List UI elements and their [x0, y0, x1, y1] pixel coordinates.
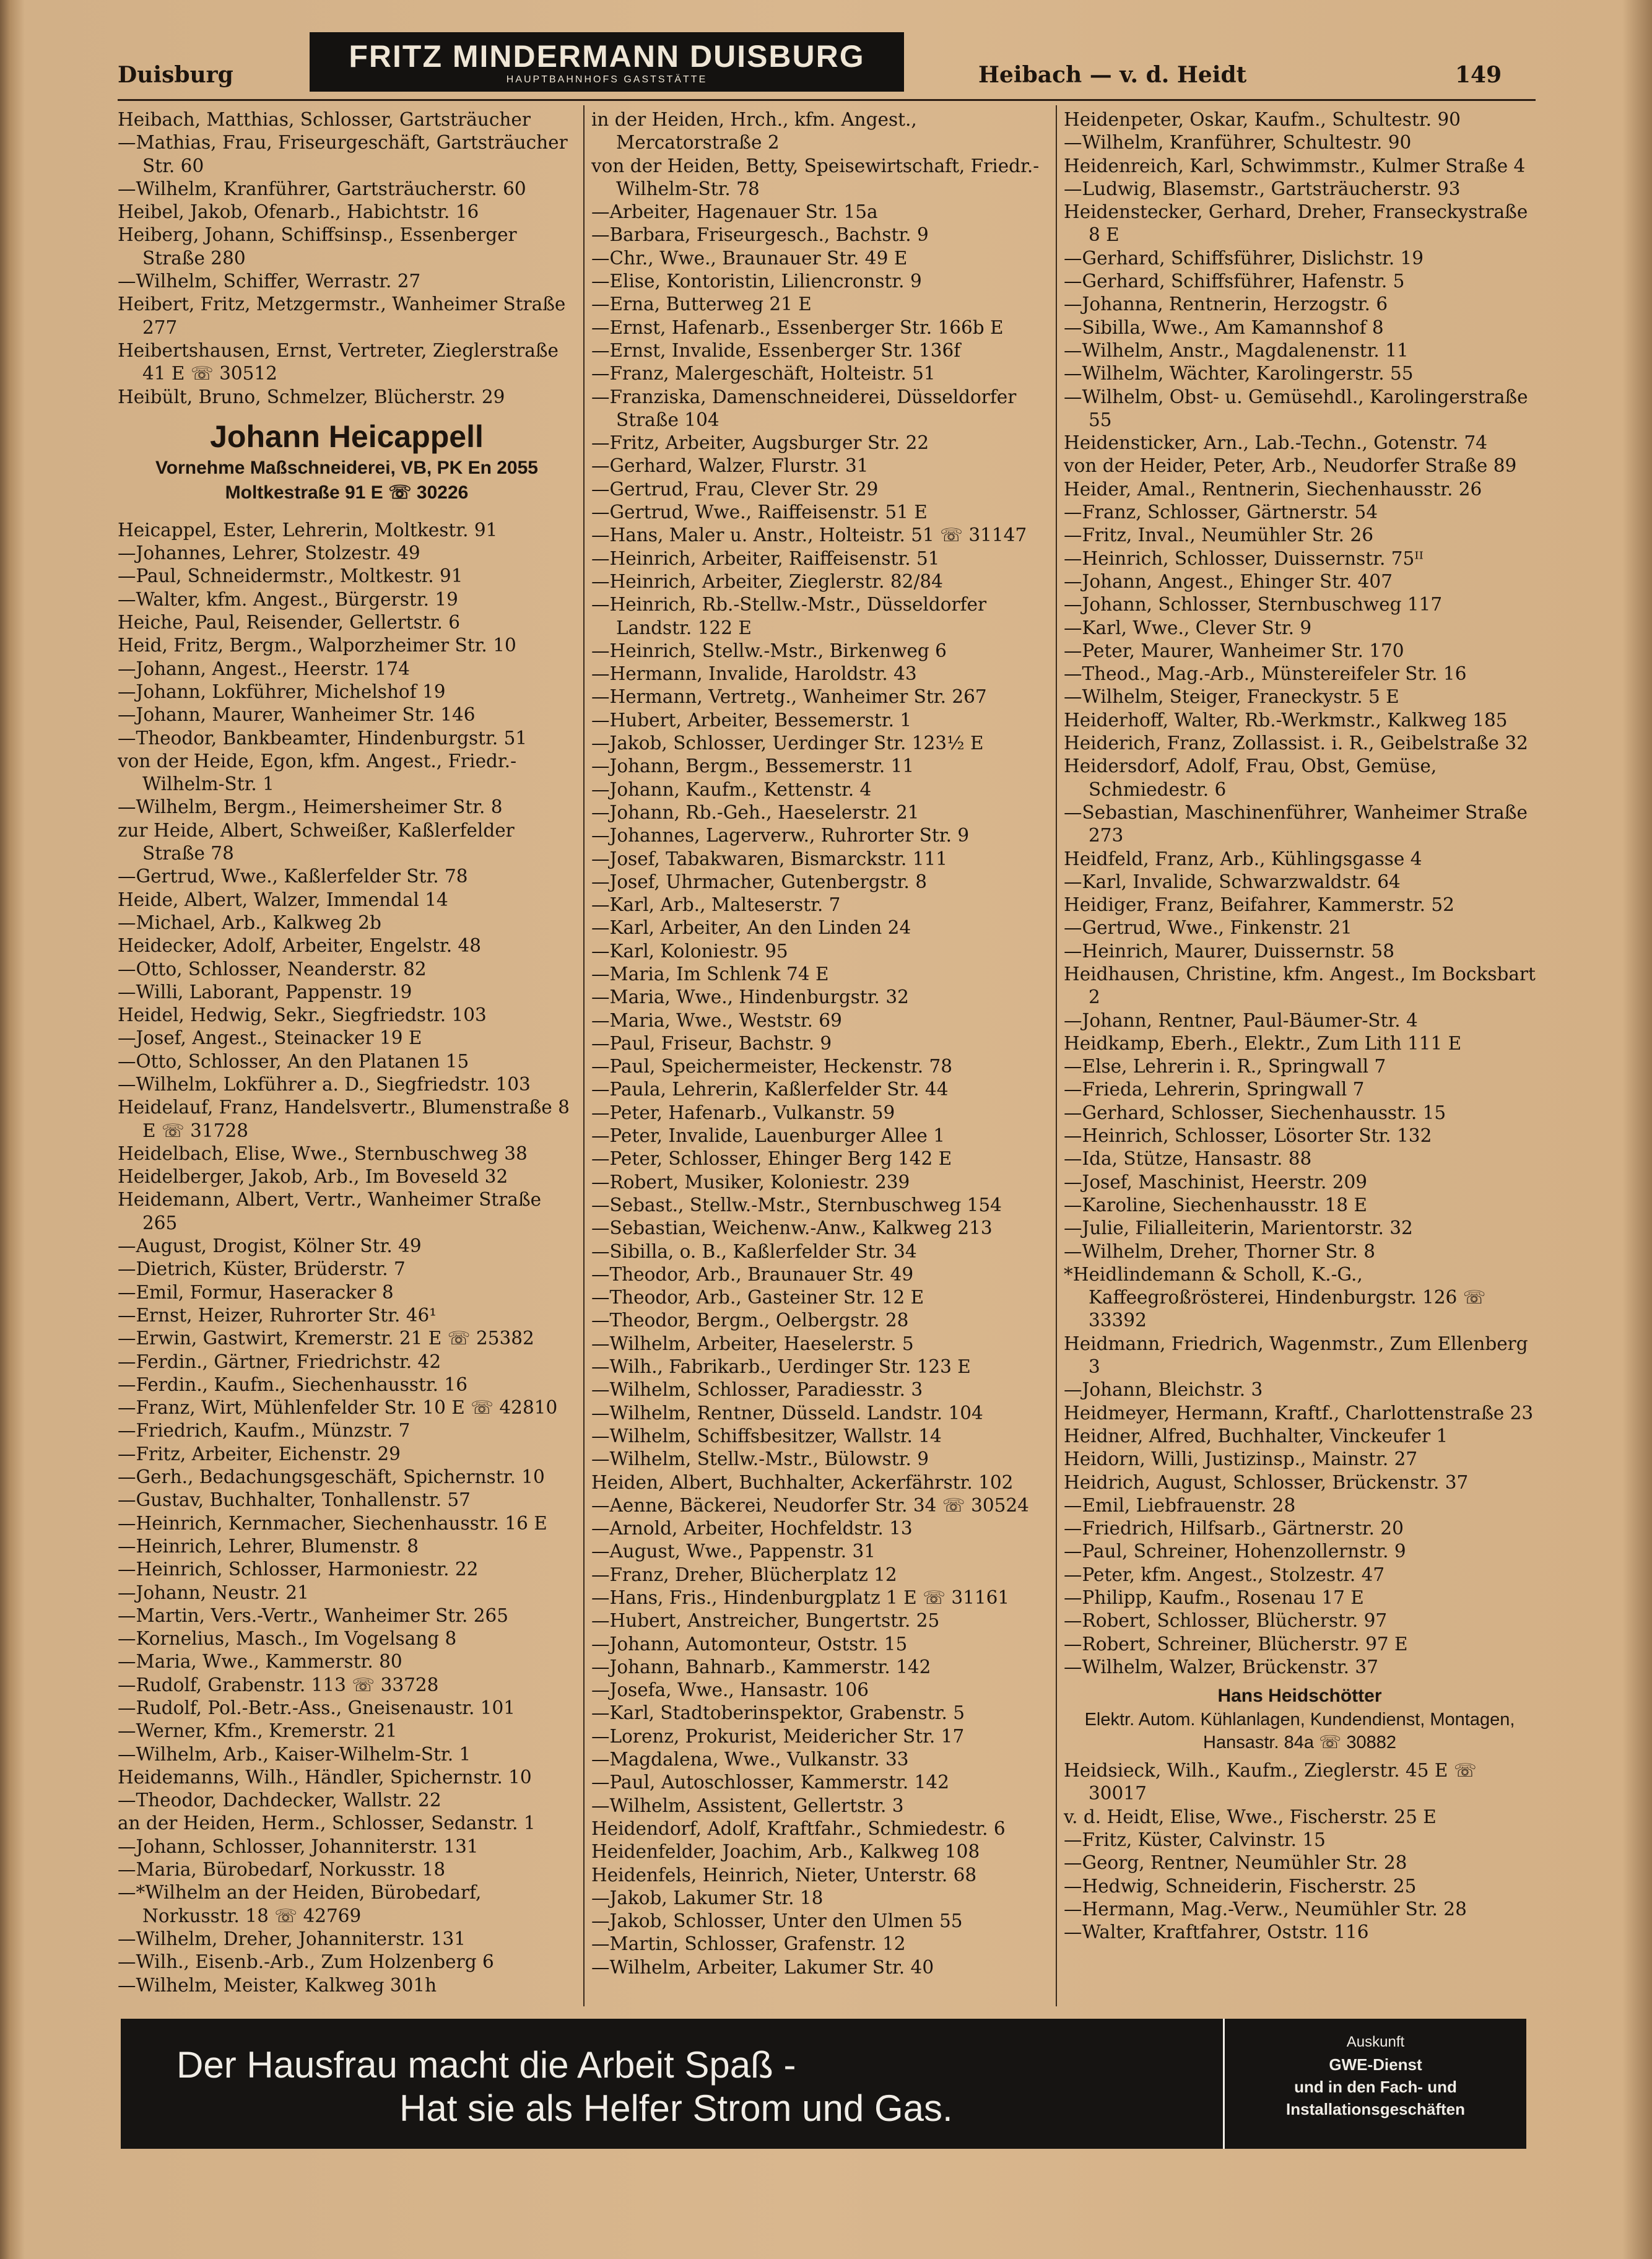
directory-entry: —Karl, Koloniestr. 95 [591, 940, 788, 962]
entry-list [118, 108, 576, 409]
directory-entry: Heidemanns, Wilh., Händler, Spichernstr. 10 [118, 1766, 532, 1788]
directory-entry: —Johann, Schlosser, Johanniterstr. 131 [118, 1835, 479, 1857]
directory-entry: —Gerhard, Schiffsführer, Hafenstr. 5 [1064, 271, 1405, 292]
directory-entry: Heiche, Paul, Reisender, Gellertstr. 6 [118, 612, 460, 633]
info-line: GWE-Dienst [1329, 2055, 1422, 2074]
directory-entry: —Gerhard, Walzer, Flurstr. 31 [591, 455, 869, 477]
directory-entry: —Heinrich, Lehrer, Blumenstr. 8 [118, 1535, 419, 1557]
directory-entry: von der Heide, Egon, kfm. Angest., Friedr.-Wilhelm-Str. 1 [118, 750, 517, 795]
column-1 [118, 108, 576, 1997]
directory-entry: —Rudolf, Pol.-Betr.-Ass., Gneisenaustr. 101 [118, 1697, 516, 1718]
directory-entry: —Ernst, Invalide, Essenberger Str. 136f [591, 339, 961, 361]
directory-entry: —Heinrich, Maurer, Duissernstr. 58 [1064, 940, 1394, 962]
directory-entry: —Hubert, Arbeiter, Bessemerstr. 1 [591, 709, 912, 731]
directory-entry: —Johann, Rb.-Geh., Haeselerstr. 21 [591, 801, 919, 823]
directory-entry: —Werner, Kfm., Kremerstr. 21 [118, 1720, 398, 1742]
directory-entry: —Arnold, Arbeiter, Hochfeldstr. 13 [591, 1518, 913, 1539]
directory-entry: —Josef, Maschinist, Heerstr. 209 [1064, 1171, 1368, 1193]
directory-entry: Heibertshausen, Ernst, Vertreter, Zieglerstraße 41 E ☏ 30512 [118, 339, 559, 385]
directory-entry: —Hedwig, Schneiderin, Fischerstr. 25 [1064, 1875, 1417, 1897]
directory-entry: —Aenne, Bäckerei, Neudorfer Str. 34 ☏ 30524 [591, 1494, 1029, 1516]
directory-entry: —Heinrich, Stellw.-Mstr., Birkenweg 6 [591, 640, 947, 661]
directory-entry: —Ernst, Heizer, Ruhrorter Str. 46¹ [118, 1304, 437, 1326]
directory-entry: —Theodor, Bergm., Oelbergstr. 28 [591, 1310, 909, 1331]
advert-line-1: Der Hausfrau macht die Arbeit Spaß - [176, 2044, 796, 2086]
directory-entry: —Wilh., Fabrikarb., Uerdinger Str. 123 E [591, 1356, 971, 1378]
directory-entry: —Paula, Lehrerin, Kaßlerfelder Str. 44 [591, 1079, 949, 1100]
banner-title: FRITZ MINDERMANN DUISBURG [349, 39, 865, 74]
directory-entry: Heiberg, Johann, Schiffsinsp., Essenberger Straße 280 [118, 224, 517, 269]
directory-entry: —Josef, Uhrmacher, Gutenbergstr. 8 [591, 871, 928, 892]
directory-entry: —Johannes, Lehrer, Stolzestr. 49 [118, 542, 420, 564]
directory-entry: Heidenfels, Heinrich, Nieter, Unterstr. 68 [591, 1864, 977, 1886]
advert-address: Moltkestraße 91 E ☏ 30226 [225, 482, 469, 503]
directory-entry: —Wilhelm, Schiffer, Werrastr. 27 [118, 271, 421, 292]
directory-entry: —Johann, Lokführer, Michelshof 19 [118, 681, 446, 702]
directory-entry: —Johann, Rentner, Paul-Bäumer-Str. 4 [1064, 1009, 1418, 1031]
directory-entry: —Wilhelm, Obst- u. Gemüsehdl., Karolingerstraße 55 [1064, 386, 1528, 430]
directory-entry: Heide, Albert, Walzer, Immendal 14 [118, 889, 448, 910]
directory-entry: —Gerh., Bedachungsgeschäft, Spichernstr. 10 [118, 1466, 545, 1488]
advert-info-box [1223, 2019, 1526, 2149]
top-advert-banner [310, 32, 904, 92]
directory-entry: Heiderich, Franz, Zollassist. i. R., Geibelstraße 32 [1064, 733, 1528, 754]
directory-entry: Heidiger, Franz, Beifahrer, Kammerstr. 52 [1064, 894, 1454, 916]
info-line: und in den Fach- und [1294, 2078, 1457, 2096]
directory-entry: Heidner, Alfred, Buchhalter, Vinckeufer 1 [1064, 1425, 1448, 1447]
directory-entry: —Elise, Kontoristin, Liliencronstr. 9 [591, 271, 922, 292]
entry-list [1064, 108, 1536, 1679]
directory-entry: Heidmann, Friedrich, Wagenmstr., Zum Ellenberg 3 [1064, 1333, 1528, 1378]
directory-entry: Heicappel, Ester, Lehrerin, Moltkestr. 91 [118, 519, 498, 541]
directory-entry: Heidfeld, Franz, Arb., Kühlingsgasse 4 [1064, 848, 1422, 869]
directory-entry: —Wilhelm, Assistent, Gellertstr. 3 [591, 1795, 904, 1816]
directory-entry: —Martin, Vers.-Vertr., Wanheimer Str. 265 [118, 1604, 509, 1626]
directory-entry: —Sebast., Stellw.-Mstr., Sternbuschweg 154 [591, 1194, 1002, 1216]
directory-entry: —Wilhelm, Kranführer, Schultestr. 90 [1064, 132, 1412, 154]
directory-entry: —Friedrich, Hilfsarb., Gärtnerstr. 20 [1064, 1518, 1404, 1539]
directory-entry: —Karl, Invalide, Schwarzwaldstr. 64 [1064, 871, 1401, 892]
directory-entry: —Heinrich, Schlosser, Harmoniestr. 22 [118, 1559, 479, 1580]
directory-entry: Heidenstecker, Gerhard, Dreher, Franseckystraße 8 E [1064, 201, 1528, 246]
directory-entry: —Wilhelm, Anstr., Magdalenenstr. 11 [1064, 339, 1409, 361]
directory-entry: —Paul, Autoschlosser, Kammerstr. 142 [591, 1772, 949, 1793]
advert-heidschoetter [1064, 1684, 1536, 1754]
directory-entry: —Josefa, Wwe., Hansastr. 106 [591, 1679, 869, 1701]
directory-entry: —Heinrich, Schlosser, Lösorter Str. 132 [1064, 1125, 1432, 1147]
directory-entry: —Wilhelm, Stellw.-Mstr., Bülowstr. 9 [591, 1448, 929, 1470]
directory-entry: —Emil, Liebfrauenstr. 28 [1064, 1494, 1296, 1516]
directory-entry: —Barbara, Friseurgesch., Bachstr. 9 [591, 224, 929, 246]
directory-entry: —Heinrich, Kernmacher, Siechenhausstr. 16 E [118, 1512, 547, 1534]
directory-entry: —Heinrich, Schlosser, Duissernstr. 75ᴵᴵ [1064, 547, 1424, 569]
directory-entry: Heidrich, August, Schlosser, Brückenstr. 37 [1064, 1471, 1469, 1493]
directory-entry: —Erna, Butterweg 21 E [591, 294, 812, 315]
directory-entry: von der Heiden, Betty, Speisewirtschaft, Friedr.-Wilhelm-Str. 78 [591, 155, 1040, 199]
directory-entry: Heibel, Jakob, Ofenarb., Habichtstr. 16 [118, 201, 479, 223]
advert-text: Elektr. Autom. Kühlanlagen, Kundendienst, Montagen, Hansastr. 84a ☏ 30882 [1084, 1710, 1515, 1753]
directory-entry: —Willi, Laborant, Pappenstr. 19 [118, 981, 412, 1003]
directory-entry: v. d. Heidt, Elise, Wwe., Fischerstr. 25 E [1064, 1806, 1437, 1827]
directory-entry: —Maria, Wwe., Weststr. 69 [591, 1009, 842, 1031]
directory-entry: —Maria, Bürobedarf, Norkusstr. 18 [118, 1859, 446, 1881]
directory-entry: —Erwin, Gastwirt, Kremerstr. 21 E ☏ 25382 [118, 1328, 534, 1349]
directory-entry: —Ferdin., Kaufm., Siechenhausstr. 16 [118, 1373, 467, 1395]
directory-entry: —Otto, Schlosser, Neanderstr. 82 [118, 958, 427, 980]
directory-entry: —Hermann, Invalide, Haroldstr. 43 [591, 663, 917, 685]
directory-entry: —Hermann, Mag.-Verw., Neumühler Str. 28 [1064, 1898, 1467, 1920]
directory-entry: zur Heide, Albert, Schweißer, Kaßlerfelder Straße 78 [118, 819, 515, 864]
directory-entry: —Karl, Wwe., Clever Str. 9 [1064, 617, 1312, 638]
header-city: Duisburg [118, 62, 233, 88]
directory-entry: —Wilhelm, Wächter, Karolingerstr. 55 [1064, 363, 1414, 385]
directory-entry: —Michael, Arb., Kalkweg 2b [118, 912, 381, 933]
directory-entry: —Maria, Wwe., Kammerstr. 80 [118, 1651, 402, 1673]
directory-entry: Heider, Amal., Rentnerin, Siechenhausstr. 26 [1064, 478, 1482, 500]
column-2 [591, 108, 1050, 1979]
directory-entry: —Ludwig, Blasemstr., Gartsträucherstr. 93 [1064, 178, 1461, 199]
directory-entry: —Gustav, Buchhalter, Tonhallenstr. 57 [118, 1489, 471, 1511]
directory-entry: —Lorenz, Prokurist, Meidericher Str. 17 [591, 1725, 965, 1747]
directory-entry: —Franziska, Damenschneiderei, Düsseldorfer Straße 104 [591, 386, 1017, 430]
directory-entry: —Karl, Arb., Malteserstr. 7 [591, 894, 841, 916]
directory-entry: —Philipp, Kaufm., Rosenau 17 E [1064, 1587, 1364, 1608]
directory-entry: —Fritz, Arbeiter, Augsburger Str. 22 [591, 432, 929, 454]
directory-entry: —Georg, Rentner, Neumühler Str. 28 [1064, 1852, 1407, 1874]
entry-list [1064, 1759, 1536, 1944]
directory-entry: Heidelberger, Jakob, Arb., Im Boveseld 32 [118, 1166, 508, 1188]
directory-entry: —Hans, Maler u. Anstr., Holteistr. 51 ☏ 31147 [591, 524, 1027, 546]
directory-entry: Heidersdorf, Adolf, Frau, Obst, Gemüse, Schmiedestr. 6 [1064, 755, 1437, 800]
directory-entry: —Peter, Hafenarb., Vulkanstr. 59 [591, 1102, 895, 1123]
directory-entry: —Robert, Schreiner, Blücherstr. 97 E [1064, 1633, 1408, 1655]
directory-entry: Heidkamp, Eberh., Elektr., Zum Lith 111 E [1064, 1032, 1462, 1054]
directory-entry: —Sibilla, Wwe., Am Kamannshof 8 [1064, 316, 1384, 338]
directory-entry: —Franz, Schlosser, Gärtnerstr. 54 [1064, 502, 1378, 523]
column-3 [1064, 108, 1536, 1944]
directory-entry: *Heidlindemann & Scholl, K.-G., Kaffeegroßrösterei, Hindenburgstr. 126 ☏ 33392 [1064, 1263, 1486, 1331]
directory-entry: —Gertrud, Wwe., Kaßlerfelder Str. 78 [118, 866, 468, 887]
directory-entry: —Jakob, Schlosser, Unter den Ulmen 55 [591, 1910, 963, 1932]
column-divider [583, 105, 585, 2006]
directory-entry: —Walter, kfm. Angest., Bürgerstr. 19 [118, 588, 458, 610]
directory-entry: —Jakob, Lakumer Str. 18 [591, 1887, 824, 1909]
directory-entry: Heidmeyer, Hermann, Kraftf., Charlottenstraße 23 [1064, 1402, 1534, 1424]
directory-entry: —Wilhelm, Dreher, Johanniterstr. 131 [118, 1928, 466, 1949]
advert-name: Hans Heidschötter [1217, 1686, 1382, 1707]
directory-entry: Heidenfelder, Joachim, Arb., Kalkweg 108 [591, 1841, 980, 1863]
directory-entry: —Theodor, Arb., Braunauer Str. 49 [591, 1263, 914, 1285]
directory-entry: —Fritz, Küster, Calvinstr. 15 [1064, 1829, 1326, 1851]
directory-entry: —Fritz, Inval., Neumühler Str. 26 [1064, 524, 1373, 546]
directory-entry: —Karoline, Siechenhausstr. 18 E [1064, 1194, 1367, 1216]
directory-entry: —Johann, Angest., Heerstr. 174 [118, 658, 410, 679]
directory-entry: Heid, Fritz, Bergm., Walporzheimer Str. 10 [118, 635, 516, 656]
directory-entry: —Frieda, Lehrerin, Springwall 7 [1064, 1079, 1365, 1100]
directory-entry: —Heinrich, Arbeiter, Raiffeisenstr. 51 [591, 547, 940, 569]
directory-entry: Heiden, Albert, Buchhalter, Ackerfährstr. 102 [591, 1471, 1014, 1493]
directory-entry: —Sebastian, Maschinenführer, Wanheimer Straße 273 [1064, 801, 1528, 847]
directory-entry: —Arbeiter, Hagenauer Str. 15a [591, 201, 878, 223]
directory-entry: Heibach, Matthias, Schlosser, Gartsträucher [118, 109, 531, 130]
directory-entry: —Hubert, Anstreicher, Bungertstr. 25 [591, 1610, 940, 1632]
directory-entry: —Heinrich, Rb.-Stellw.-Mstr., Düsseldorfer Landstr. 122 E [591, 594, 987, 638]
advert-name: Johann Heicappell [210, 419, 484, 454]
column-divider [1056, 105, 1057, 2006]
directory-entry: Heidemann, Albert, Vertr., Wanheimer Straße 265 [118, 1189, 542, 1234]
directory-entry: —Wilhelm, Rentner, Düsseld. Landstr. 104 [591, 1402, 983, 1424]
directory-entry: —Walter, Kraftfahrer, Oststr. 116 [1064, 1922, 1369, 1943]
directory-entry: —Wilhelm, Arbeiter, Lakumer Str. 40 [591, 1956, 934, 1978]
directory-entry: —August, Wwe., Pappenstr. 31 [591, 1541, 876, 1562]
directory-entry: —Johann, Kaufm., Kettenstr. 4 [591, 778, 872, 800]
directory-entry: Heidelbach, Elise, Wwe., Sternbuschweg 38 [118, 1143, 528, 1164]
directory-entry: —Johann, Bergm., Bessemerstr. 11 [591, 755, 915, 777]
directory-entry: —Kornelius, Masch., Im Vogelsang 8 [118, 1628, 457, 1650]
directory-entry: Heibült, Bruno, Schmelzer, Blücherstr. 29 [118, 386, 505, 407]
directory-entry: —Franz, Wirt, Mühlenfelder Str. 10 E ☏ 42810 [118, 1397, 558, 1419]
page-number: 149 [1455, 62, 1502, 88]
directory-entry: —Karl, Arbeiter, An den Linden 24 [591, 917, 911, 939]
directory-entry: —Mathias, Frau, Friseurgeschäft, Gartsträucher Str. 60 [118, 132, 568, 176]
directory-entry: —Peter, Invalide, Lauenburger Allee 1 [591, 1125, 945, 1147]
info-line: Installationsgeschäften [1286, 2100, 1465, 2118]
directory-entry: —Wilhelm, Steiger, Franeckystr. 5 E [1064, 686, 1399, 708]
directory-entry: —Johann, Neustr. 21 [118, 1582, 309, 1603]
directory-entry: —Dietrich, Küster, Brüderstr. 7 [118, 1258, 406, 1280]
directory-entry: —Wilh., Eisenb.-Arb., Zum Holzenberg 6 [118, 1951, 494, 1973]
directory-entry: —Wilhelm, Arbeiter, Haeselerstr. 5 [591, 1333, 914, 1354]
header-range: Heibach — v. d. Heidt [978, 62, 1247, 88]
directory-entry: Heidenreich, Karl, Schwimmstr., Kulmer Straße 4 [1064, 155, 1526, 176]
directory-entry: —Ida, Stütze, Hansastr. 88 [1064, 1148, 1312, 1170]
directory-entry: —Johann, Angest., Ehinger Str. 407 [1064, 570, 1393, 592]
entry-list [118, 519, 576, 1997]
advert-line: Vornehme Maßschneiderei, VB, PK En 2055 [155, 457, 538, 478]
directory-entry: —Wilhelm, Schlosser, Paradiesstr. 3 [591, 1379, 923, 1401]
directory-entry: —Franz, Dreher, Blücherplatz 12 [591, 1564, 897, 1585]
directory-entry: —Johann, Maurer, Wanheimer Str. 146 [118, 704, 476, 726]
directory-entry: —Maria, Im Schlenk 74 E [591, 963, 829, 985]
directory-entry: —Paul, Speichermeister, Heckenstr. 78 [591, 1056, 952, 1077]
directory-entry: —Rudolf, Grabenstr. 113 ☏ 33728 [118, 1674, 439, 1695]
directory-entry: von der Heider, Peter, Arb., Neudorfer Straße 89 [1064, 455, 1517, 477]
advert-heicappell [118, 417, 576, 505]
directory-entry: Heidhausen, Christine, kfm. Angest., Im Bocksbart 2 [1064, 963, 1536, 1008]
directory-entry: Heidel, Hedwig, Sekr., Siegfriedstr. 103 [118, 1004, 487, 1026]
directory-entry: —Peter, Maurer, Wanheimer Str. 170 [1064, 640, 1404, 661]
directory-entry: Heibert, Fritz, Metzgermstr., Wanheimer Straße 277 [118, 294, 566, 338]
directory-entry: —*Wilhelm an der Heiden, Bürobedarf, Norkusstr. 18 ☏ 42769 [118, 1882, 482, 1926]
directory-entry: in der Heiden, Hrch., kfm. Angest., Mercatorstraße 2 [591, 109, 917, 154]
directory-entry: —Wilhelm, Meister, Kalkweg 301h [118, 1974, 437, 1996]
directory-entry: Heidendorf, Adolf, Kraftfahr., Schmiedestr. 6 [591, 1817, 1006, 1839]
directory-entry: —Friedrich, Kaufm., Münzstr. 7 [118, 1420, 411, 1442]
directory-entry: Heidorn, Willi, Justizinsp., Mainstr. 27 [1064, 1448, 1418, 1470]
directory-entry: —Martin, Schlosser, Grafenstr. 12 [591, 1933, 906, 1955]
directory-entry: Heidensticker, Arn., Lab.-Techn., Gotenstr. 74 [1064, 432, 1488, 454]
directory-entry: —Else, Lehrerin i. R., Springwall 7 [1064, 1056, 1386, 1077]
directory-entry: —Robert, Musiker, Koloniestr. 239 [591, 1171, 910, 1193]
directory-entry: —Peter, kfm. Angest., Stolzestr. 47 [1064, 1564, 1385, 1585]
directory-entry: —Hermann, Vertretg., Wanheimer Str. 267 [591, 686, 987, 708]
directory-entry: —Wilhelm, Walzer, Brückenstr. 37 [1064, 1656, 1378, 1678]
directory-entry: —Sibilla, o. B., Kaßlerfelder Str. 34 [591, 1240, 917, 1262]
directory-entry: —Johann, Automonteur, Oststr. 15 [591, 1633, 908, 1655]
directory-entry: —Peter, Schlosser, Ehinger Berg 142 E [591, 1148, 952, 1170]
directory-entry: —Theodor, Dachdecker, Wallstr. 22 [118, 1790, 441, 1811]
directory-entry: —Sebastian, Weichenw.-Anw., Kalkweg 213 [591, 1217, 993, 1239]
directory-entry: Heiderhoff, Walter, Rb.-Werkmstr., Kalkweg 185 [1064, 709, 1508, 731]
directory-entry: Heidecker, Adolf, Arbeiter, Engelstr. 48 [118, 935, 482, 957]
directory-entry: —Wilhelm, Kranführer, Gartsträucherstr. 60 [118, 178, 526, 199]
directory-entry: —Paul, Friseur, Bachstr. 9 [591, 1032, 832, 1054]
directory-entry: —Gerhard, Schiffsführer, Dislichstr. 19 [1064, 247, 1424, 269]
banner-subtitle: HAUPTBAHNHOFS GASTSTÄTTE [506, 74, 708, 85]
directory-entry: —Chr., Wwe., Braunauer Str. 49 E [591, 247, 908, 269]
directory-entry: —Maria, Wwe., Hindenburgstr. 32 [591, 986, 909, 1008]
directory-entry: —Johann, Schlosser, Sternbuschweg 117 [1064, 594, 1443, 616]
directory-entry: —Johann, Bleichstr. 3 [1064, 1379, 1263, 1401]
directory-entry: —Wilhelm, Arb., Kaiser-Wilhelm-Str. 1 [118, 1743, 471, 1765]
directory-entry: —Ferdin., Gärtner, Friedrichstr. 42 [118, 1351, 441, 1372]
directory-entry: —Karl, Stadtoberinspektor, Grabenstr. 5 [591, 1702, 965, 1724]
info-line: Auskunft [1346, 2034, 1405, 2050]
directory-entry: —Wilhelm, Schiffsbesitzer, Wallstr. 14 [591, 1425, 942, 1447]
directory-entry: —Theodor, Arb., Gasteiner Str. 12 E [591, 1287, 924, 1308]
directory-entry: —Gerhard, Schlosser, Siechenhausstr. 15 [1064, 1102, 1446, 1123]
directory-entry: —Johanna, Rentnerin, Herzogstr. 6 [1064, 294, 1388, 315]
directory-entry: —Heinrich, Arbeiter, Zieglerstr. 82/84 [591, 570, 943, 592]
directory-entry: —Johannes, Lagerverw., Ruhrorter Str. 9 [591, 825, 970, 847]
directory-entry: —Wilhelm, Lokführer a. D., Siegfriedstr. 103 [118, 1073, 531, 1095]
directory-entry: —Johann, Bahnarb., Kammerstr. 142 [591, 1656, 931, 1678]
entry-list [591, 108, 1050, 1979]
directory-entry: —Wilhelm, Dreher, Thorner Str. 8 [1064, 1240, 1375, 1262]
directory-entry: —Josef, Tabakwaren, Bismarckstr. 111 [591, 848, 948, 869]
directory-entry: —Paul, Schreiner, Hohenzollernstr. 9 [1064, 1541, 1406, 1562]
bottom-advert [121, 2019, 1526, 2149]
directory-entry: an der Heiden, Herm., Schlosser, Sedanstr. 1 [118, 1813, 536, 1834]
directory-entry: —Paul, Schneidermstr., Moltkestr. 91 [118, 565, 463, 587]
directory-entry: —Franz, Malergeschäft, Holteistr. 51 [591, 363, 936, 385]
directory-entry: —Magdalena, Wwe., Vulkanstr. 33 [591, 1749, 909, 1770]
directory-entry: —Theod., Mag.-Arb., Münstereifeler Str. 16 [1064, 663, 1467, 685]
header-rule [118, 99, 1536, 101]
directory-entry: Heidenpeter, Oskar, Kaufm., Schultestr. 90 [1064, 109, 1461, 130]
directory-entry: Heidsieck, Wilh., Kaufm., Zieglerstr. 45 E ☏ 30017 [1064, 1760, 1477, 1804]
directory-entry: Heidelauf, Franz, Handelsvertr., Blumenstraße 8 E ☏ 31728 [118, 1097, 570, 1141]
directory-entry: —Gertrud, Frau, Clever Str. 29 [591, 478, 879, 500]
directory-entry: —Gertrud, Wwe., Finkenstr. 21 [1064, 917, 1352, 939]
directory-entry: —Ernst, Hafenarb., Essenberger Str. 166b E [591, 316, 1004, 338]
directory-entry: —Josef, Angest., Steinacker 19 E [118, 1027, 422, 1049]
directory-entry: —Wilhelm, Bergm., Heimersheimer Str. 8 [118, 796, 503, 818]
directory-entry: —Otto, Schlosser, An den Platanen 15 [118, 1050, 469, 1072]
directory-entry: —August, Drogist, Kölner Str. 49 [118, 1235, 422, 1257]
directory-entry: —Emil, Formur, Haseracker 8 [118, 1281, 394, 1303]
directory-entry: —Julie, Filialleiterin, Marientorstr. 32 [1064, 1217, 1413, 1239]
directory-entry: —Gertrud, Wwe., Raiffeisenstr. 51 E [591, 502, 928, 523]
directory-entry: —Jakob, Schlosser, Uerdinger Str. 123½ E [591, 733, 984, 754]
directory-entry: —Robert, Schlosser, Blücherstr. 97 [1064, 1610, 1388, 1632]
advert-line-2: Hat sie als Helfer Strom und Gas. [399, 2087, 953, 2129]
directory-entry: —Fritz, Arbeiter, Eichenstr. 29 [118, 1443, 401, 1465]
directory-entry: —Theodor, Bankbeamter, Hindenburgstr. 51 [118, 727, 528, 749]
directory-entry: —Hans, Fris., Hindenburgplatz 1 E ☏ 31161 [591, 1587, 1010, 1608]
